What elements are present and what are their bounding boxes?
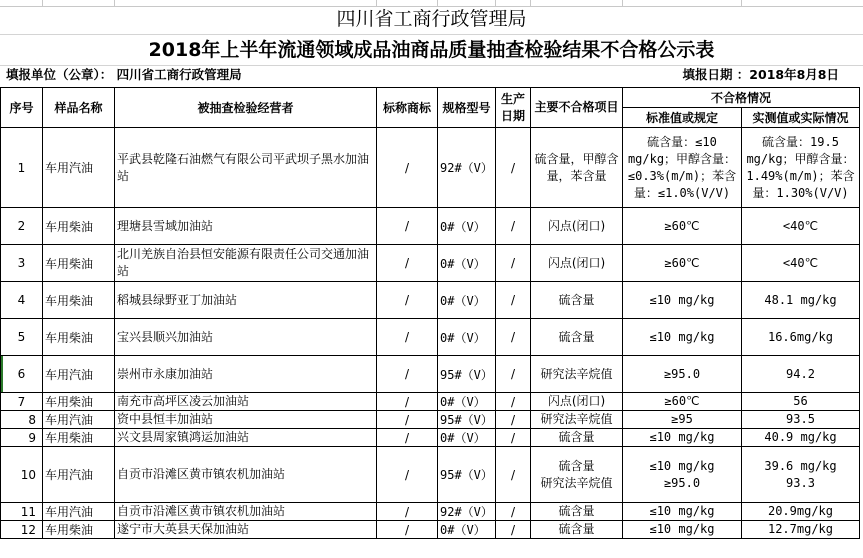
cell-main-items-line: 闪点(闭口): [547, 255, 606, 270]
cell-index[interactable]: 4: [1, 282, 43, 319]
cell-production-date[interactable]: /: [496, 319, 531, 356]
cell-main-items[interactable]: [531, 447, 623, 503]
cell-index[interactable]: 1: [1, 128, 43, 208]
cell-sample-name[interactable]: 车用柴油: [43, 521, 115, 539]
cell-main-items-line: 硫含量: [558, 292, 595, 307]
cell-operator[interactable]: 兴文县周家镇鸿运加油站: [115, 429, 377, 447]
cell-production-date[interactable]: /: [496, 447, 531, 503]
cell-actual-line: 48.1 mg/kg: [764, 292, 837, 307]
cell-actual[interactable]: [742, 128, 860, 208]
cell-standard[interactable]: [623, 128, 742, 208]
cell-spec[interactable]: 92#（V）: [438, 503, 496, 521]
reporting-unit: 填报单位（公章）： 四川省工商行政管理局: [6, 67, 242, 82]
cell-brand[interactable]: /: [377, 447, 438, 503]
cell-standard-line: ≥95.0: [663, 366, 701, 381]
cell-operator[interactable]: 资中县恒丰加油站: [115, 411, 377, 429]
cell-operator[interactable]: 南充市高坪区凌云加油站: [115, 393, 377, 411]
report-title: 2018年上半年流通领域成品油商品质量抽查检验结果不合格公示表: [0, 34, 863, 66]
cell-sample-name[interactable]: 车用柴油: [43, 208, 115, 245]
cell-main-items[interactable]: [531, 245, 623, 282]
table-row: [1, 411, 860, 429]
cell-main-items[interactable]: [531, 356, 623, 393]
cell-actual-line: <40℃: [782, 218, 819, 233]
cell-sample-name[interactable]: 车用汽油: [43, 128, 115, 208]
cell-standard-line: ≤10 mg/kg: [649, 292, 715, 307]
cell-production-date[interactable]: /: [496, 429, 531, 447]
agency-title: 四川省工商行政管理局: [336, 8, 527, 30]
cell-brand[interactable]: /: [377, 503, 438, 521]
cell-spec[interactable]: 0#（V）: [438, 429, 496, 447]
cell-spec[interactable]: 0#（V）: [438, 393, 496, 411]
cell-brand[interactable]: /: [377, 356, 438, 393]
info-line: [0, 64, 863, 86]
cell-brand[interactable]: /: [377, 319, 438, 356]
results-table: [0, 87, 860, 539]
cell-main-items[interactable]: [531, 282, 623, 319]
cell-actual-line: 16.6mg/kg: [767, 329, 834, 344]
cell-standard-line: ≥60℃: [664, 255, 700, 270]
cell-main-items[interactable]: [531, 208, 623, 245]
header-sample-name[interactable]: 样品名称: [43, 88, 115, 128]
cell-brand[interactable]: /: [377, 429, 438, 447]
cell-actual[interactable]: [742, 356, 860, 393]
cell-operator[interactable]: 理塘县雪域加油站: [115, 208, 377, 245]
header-actual[interactable]: 实测值或实际情况: [742, 108, 860, 128]
cell-index[interactable]: 7: [1, 393, 43, 411]
cell-production-date[interactable]: /: [496, 282, 531, 319]
cell-production-date[interactable]: /: [496, 356, 531, 393]
table-row: [1, 282, 860, 319]
cell-spec[interactable]: 95#（V）: [438, 447, 496, 503]
cell-index[interactable]: 8: [1, 411, 43, 429]
cell-production-date[interactable]: /: [496, 208, 531, 245]
cell-main-items[interactable]: [531, 393, 623, 411]
table-row: [1, 319, 860, 356]
cell-standard-line: ≥95.0: [663, 475, 701, 490]
cell-standard-line: ≤10 mg/kg: [649, 430, 715, 444]
cell-main-items-line: 闪点(闭口): [547, 394, 606, 408]
table-row: [1, 208, 860, 245]
table-row: [1, 503, 860, 521]
cell-sample-name[interactable]: 车用柴油: [43, 245, 115, 282]
header-main-items[interactable]: 主要不合格项目: [531, 88, 623, 128]
cell-actual-line: 39.6 mg/kg: [764, 458, 837, 473]
cell-standard-line: ≤10 mg/kg: [649, 458, 715, 473]
cell-standard[interactable]: [623, 503, 742, 521]
cell-standard[interactable]: [623, 356, 742, 393]
header-index[interactable]: 序号: [1, 88, 43, 128]
cell-sample-name[interactable]: 车用汽油: [43, 411, 115, 429]
cell-sample-name[interactable]: 车用柴油: [43, 282, 115, 319]
cell-standard-line: ≤10 mg/kg: [649, 522, 715, 536]
cell-sample-name[interactable]: 车用汽油: [43, 356, 115, 393]
cell-actual-line: <40℃: [782, 255, 819, 270]
table-row: [1, 521, 860, 539]
cell-brand[interactable]: /: [377, 521, 438, 539]
cell-actual[interactable]: [742, 503, 860, 521]
cell-standard[interactable]: [623, 429, 742, 447]
cell-main-items-line: 研究法辛烷值: [540, 412, 613, 426]
cell-actual[interactable]: [742, 447, 860, 503]
header-standard[interactable]: 标准值或规定: [623, 108, 742, 128]
cell-standard-line: ≥60℃: [664, 394, 700, 408]
cell-operator[interactable]: 平武县乾隆石油燃气有限公司平武坝子黑水加油站: [115, 128, 377, 208]
cell-main-items[interactable]: [531, 411, 623, 429]
cell-main-items-line: 硫含量，甲醇含量，苯含量: [534, 151, 619, 183]
cell-main-items-line: 硫含量: [558, 504, 595, 518]
cell-actual-line: 93.3: [786, 475, 815, 490]
cell-index[interactable]: 11: [1, 503, 43, 521]
table-row: [1, 429, 860, 447]
cell-standard[interactable]: [623, 208, 742, 245]
cell-actual-line: 20.9mg/kg: [767, 504, 834, 518]
table-row: [1, 356, 860, 393]
cell-spec[interactable]: 0#（V）: [438, 245, 496, 282]
cell-index[interactable]: 10: [1, 447, 43, 503]
cell-sample-name[interactable]: 车用柴油: [43, 319, 115, 356]
cell-main-items-line: 研究法辛烷值: [540, 366, 613, 381]
cell-brand[interactable]: /: [377, 393, 438, 411]
cell-index[interactable]: 2: [1, 208, 43, 245]
cell-actual[interactable]: [742, 319, 860, 356]
cell-spec[interactable]: 0#（V）: [438, 282, 496, 319]
header-operator[interactable]: 被抽查检验经营者: [115, 88, 377, 128]
cell-production-date[interactable]: /: [496, 245, 531, 282]
cell-main-items[interactable]: [531, 319, 623, 356]
cell-sample-name[interactable]: 车用汽油: [43, 447, 115, 503]
cell-actual[interactable]: [742, 393, 860, 411]
cell-main-items-line: 硫含量: [558, 522, 595, 536]
cell-main-items-line: 硫含量: [558, 430, 595, 444]
cell-actual-line: 56: [793, 394, 808, 408]
cell-standard[interactable]: [623, 319, 742, 356]
cell-standard[interactable]: [623, 282, 742, 319]
cell-main-items[interactable]: [531, 521, 623, 539]
cell-operator[interactable]: 遂宁市大英县天保加油站: [115, 521, 377, 539]
cell-spec[interactable]: 95#（V）: [438, 356, 496, 393]
cell-standard[interactable]: [623, 411, 742, 429]
cell-brand[interactable]: /: [377, 245, 438, 282]
reporting-date: 填报日期 ：2018年8月8日: [682, 67, 839, 82]
header-spec[interactable]: 规格型号: [438, 88, 496, 128]
cell-actual[interactable]: [742, 245, 860, 282]
cell-actual-line: 94.2: [786, 366, 815, 381]
cell-standard-line: ≥60℃: [664, 218, 700, 233]
cell-standard[interactable]: [623, 393, 742, 411]
cell-operator[interactable]: 自贡市沿滩区黄市镇农机加油站: [115, 447, 377, 503]
cell-spec[interactable]: 0#（V）: [438, 208, 496, 245]
cell-actual[interactable]: [742, 429, 860, 447]
cell-actual[interactable]: [742, 208, 860, 245]
cell-spec[interactable]: 0#（V）: [438, 521, 496, 539]
cell-actual-line: 12.7mg/kg: [767, 522, 834, 536]
header-production-date[interactable]: 生产日期: [496, 88, 531, 128]
cell-index[interactable]: 3: [1, 245, 43, 282]
cell-standard[interactable]: [623, 447, 742, 503]
cell-main-items[interactable]: [531, 128, 623, 208]
cell-index[interactable]: 12: [1, 521, 43, 539]
cell-spec[interactable]: 92#（V）: [438, 128, 496, 208]
cell-standard-line: 硫含量：≤10 mg/kg；甲醇含量：≤0.3%(m/m)；苯含量：≤1.0%(V/V): [627, 134, 737, 200]
table-row: [1, 245, 860, 282]
cell-main-items[interactable]: [531, 429, 623, 447]
cell-actual[interactable]: [742, 521, 860, 539]
cell-operator[interactable]: 自贡市沿滩区黄市镇农机加油站: [115, 503, 377, 521]
cell-brand[interactable]: /: [377, 128, 438, 208]
cell-index[interactable]: 9: [1, 429, 43, 447]
cell-main-items-line: 研究法辛烷值: [540, 475, 613, 490]
cell-actual-line: 40.9 mg/kg: [764, 430, 837, 444]
cell-sample-name[interactable]: 车用柴油: [43, 429, 115, 447]
cell-production-date[interactable]: /: [496, 503, 531, 521]
cell-brand[interactable]: /: [377, 282, 438, 319]
cell-main-items[interactable]: [531, 503, 623, 521]
header-brand[interactable]: 标称商标: [377, 88, 438, 128]
cell-main-items-line: 硫含量: [558, 458, 595, 473]
cell-standard[interactable]: [623, 245, 742, 282]
cell-actual[interactable]: [742, 282, 860, 319]
cell-operator[interactable]: 稻城县绿野亚丁加油站: [115, 282, 377, 319]
cell-sample-name[interactable]: 车用柴油: [43, 393, 115, 411]
table-row: [1, 447, 860, 503]
cell-brand[interactable]: /: [377, 411, 438, 429]
cell-production-date[interactable]: /: [496, 521, 531, 539]
cell-production-date[interactable]: /: [496, 411, 531, 429]
cell-sample-name[interactable]: 车用汽油: [43, 503, 115, 521]
table-row: [1, 128, 860, 208]
cell-operator[interactable]: 北川羌族自治县恒安能源有限责任公司交通加油站: [115, 245, 377, 282]
cell-actual-line: 硫含量：19.5 mg/kg；甲醇含量：1.49%(m/m)；苯含量：1.30%(V/V): [746, 134, 855, 200]
header-row: [1, 88, 860, 108]
cell-brand[interactable]: /: [377, 208, 438, 245]
table-row: [1, 393, 860, 411]
cell-spec[interactable]: 0#（V）: [438, 319, 496, 356]
cell-production-date[interactable]: /: [496, 393, 531, 411]
cell-main-items-line: 硫含量: [558, 329, 595, 344]
cell-standard[interactable]: [623, 521, 742, 539]
cell-production-date[interactable]: /: [496, 128, 531, 208]
cell-main-items-line: 闪点(闭口): [547, 218, 606, 233]
cell-index[interactable]: 6: [1, 356, 43, 393]
header-nonconformity[interactable]: 不合格情况: [623, 88, 860, 108]
cell-standard-line: ≤10 mg/kg: [649, 329, 715, 344]
cell-standard-line: ≥95: [671, 412, 693, 426]
cell-actual[interactable]: [742, 411, 860, 429]
cell-spec[interactable]: 95#（V）: [438, 411, 496, 429]
cell-standard-line: ≤10 mg/kg: [649, 504, 715, 518]
cell-operator[interactable]: 崇州市永康加油站: [115, 356, 377, 393]
cell-actual-line: 93.5: [786, 412, 815, 426]
cell-operator[interactable]: 宝兴县顺兴加油站: [115, 319, 377, 356]
cell-index[interactable]: 5: [1, 319, 43, 356]
